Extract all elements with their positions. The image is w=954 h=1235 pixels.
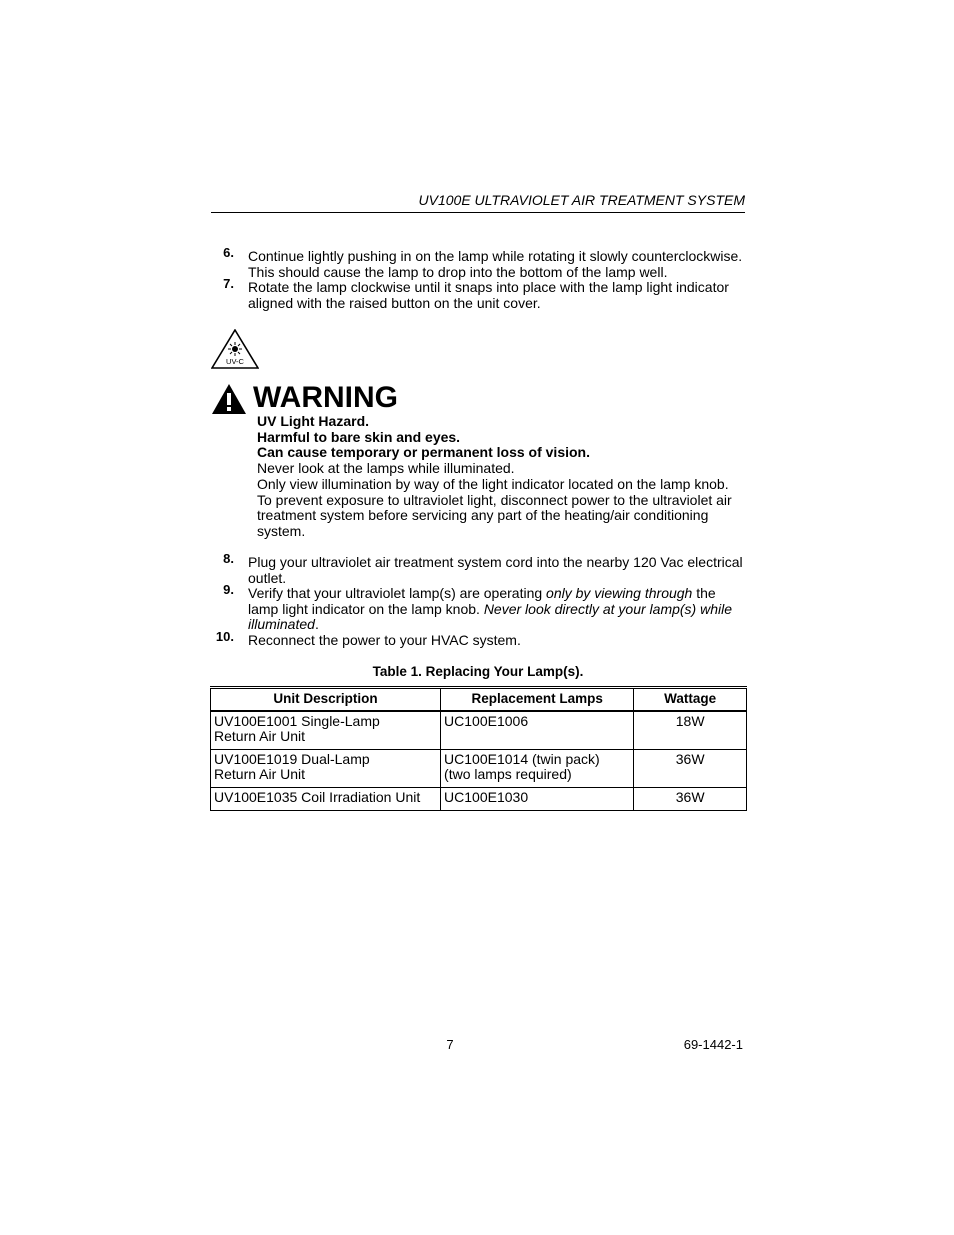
warning-line: To prevent exposure to ultraviolet light, disconnect power to the ultraviolet air treatment system before servicing any part of the heating/air conditioning system.	[257, 491, 732, 539]
warning-bold-line: Harmful to bare skin and eyes.	[257, 428, 461, 445]
cell-lamps	[441, 711, 634, 750]
step-10	[211, 628, 745, 649]
warning-line: Never look at the lamps while illuminated.	[257, 460, 515, 477]
step-text-part: Verify that your ultraviolet lamp(s) are operating	[248, 585, 547, 602]
step-text: Continue lightly pushing in on the lamp while rotating it slowly counterclockwise. This should cause the lamp to drop into the bottom of the lamp well.	[248, 248, 743, 280]
cell-line: UV100E1001 Single-Lamp	[214, 712, 380, 729]
step-number: 7.	[223, 276, 234, 292]
step-text: Plug your ultraviolet air treatment system cord into the nearby 120 Vac electrical outlet.	[248, 554, 743, 586]
cell-lamps	[441, 787, 634, 810]
cell-unit	[211, 749, 441, 787]
warning-title: WARNING	[253, 381, 398, 414]
warning-bold-line: Can cause temporary or permanent loss of vision.	[257, 444, 590, 461]
header-rule	[211, 212, 745, 213]
column-header-wattage: Wattage	[634, 688, 747, 711]
step-text-italic: only by viewing through	[546, 585, 693, 602]
table-header-row	[211, 688, 747, 711]
step-6	[211, 245, 745, 280]
cell-unit	[211, 711, 441, 750]
step-text: Reconnect the power to your HVAC system.	[248, 631, 521, 648]
cell-wattage: 36W	[634, 787, 747, 810]
step-7	[211, 276, 745, 311]
cell-line: UV100E1019 Dual-Lamp	[214, 750, 370, 767]
step-text-italic: Never look directly at your lamp(s) while illuminated	[248, 600, 733, 633]
cell-line: UC100E1006	[444, 712, 529, 729]
step-text-part: .	[314, 616, 319, 633]
document-number: 69-1442-1	[683, 1037, 743, 1052]
column-header-lamps: Replacement Lamps	[441, 688, 634, 711]
step-9	[211, 582, 745, 633]
step-number: 6.	[223, 245, 234, 260]
running-header: UV100E ULTRAVIOLET AIR TREATMENT SYSTEM	[418, 192, 745, 208]
cell-wattage: 18W	[634, 711, 747, 750]
cell-line: UC100E1030	[444, 788, 529, 805]
cell-lamps	[441, 749, 634, 787]
replacement-lamps-table	[210, 686, 747, 811]
column-header-unit: Unit Description	[211, 688, 441, 711]
page-number: 7	[446, 1037, 454, 1052]
cell-line: UC100E1014 (twin pack)	[444, 750, 600, 767]
table-row	[211, 711, 747, 750]
cell-wattage: 36W	[634, 749, 747, 787]
step-number: 10.	[215, 628, 234, 644]
cell-unit	[211, 787, 441, 810]
step-number: 9.	[223, 582, 234, 598]
steps-list-after	[211, 551, 745, 649]
step-text-part: the lamp light indicator on the lamp knob.	[248, 585, 716, 617]
table-caption: Table 1. Replacing Your Lamp(s).	[372, 664, 584, 679]
table-row	[211, 749, 747, 787]
warning-triangle-icon	[211, 383, 247, 415]
uv-c-label: UV-C	[226, 357, 244, 366]
steps-list-before	[211, 245, 745, 311]
warning-body	[257, 414, 747, 540]
step-text: Rotate the lamp clockwise until it snaps into place with the lamp light indicator aligned with the raised button on the unit cover.	[248, 279, 729, 311]
warning-bold-line: UV Light Hazard.	[257, 413, 370, 429]
step-number: 8.	[223, 551, 234, 566]
table-row	[211, 787, 747, 810]
uv-c-hazard-icon	[211, 329, 259, 369]
cell-line: Return Air Unit	[214, 728, 306, 745]
cell-line: UV100E1035 Coil Irradiation Unit	[214, 788, 421, 805]
step-8	[211, 551, 745, 586]
warning-line: Only view illumination by way of the light indicator located on the lamp knob.	[257, 475, 729, 492]
cell-line: (two lamps required)	[444, 766, 572, 783]
cell-line: Return Air Unit	[214, 766, 306, 783]
